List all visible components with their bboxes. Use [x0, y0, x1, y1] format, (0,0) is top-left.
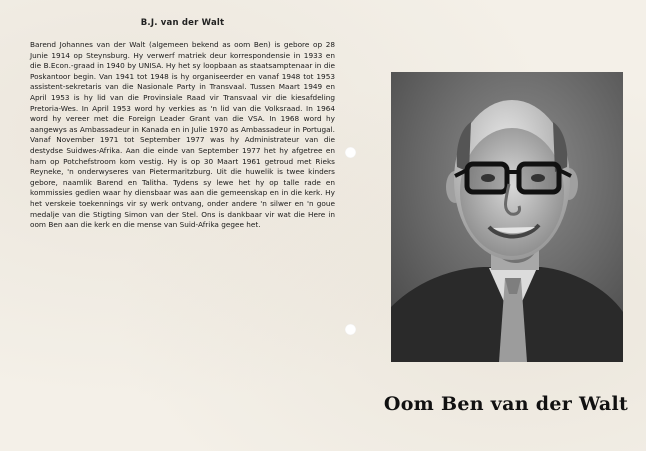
binder-hole-top: [345, 147, 356, 158]
portrait-photo: [391, 72, 623, 362]
biography-text: Barend Johannes van der Walt (algemeen bekend as oom Ben) is gebore op 28 Junie 1914 op Steynsburg. Hy verwerf matriek deur korrespondensie in 1933 en die B.Econ.-graad in 1940 by UNISA. Hy het sy loopbaan as staatsamptenaar in die Poskantoor begin. Van 1941 tot 1948 is hy organiseerder en vanaf 1948 tot 1953 assistent-sekretaris van die Nasionale Party in Transvaal. Tussen Maart 1949 en April 1953 is hy lid van die Provinsiale Raad vir Transvaal vir die kiesafdeling Pretoria-Wes. In April 1953 word hy verkies as 'n lid van die Volksraad. In 1964 word hy vereer met die Foreign Leader Grant van die VSA. In 1968 word hy aangewys as Ambassadeur in Kanada en in Julie 1970 as Ambassadeur in Portugal. Vanaf November 1971 tot September 1977 was hy Administrateur van die destydse Suidwes-Afrika. Aan die einde van September 1977 het hy afgetree en ham op Potchefstroom kom vestig. Hy is op 30 Maart 1961 getroud met Rieks Reyneke, 'n onderwyseres van Pietermaritzburg. Uit die huwelik is twee kinders gebore, naamlik Barend en Talitha. Tydens sy lewe het hy op talle rade en kommissies gedien waar hy diensbaar was aan die gemeenskap en in die kerk. Hy het verskeie toekennings vir sy werk ontvang, onder andere 'n silwer en 'n goue medalje van die Stigting Simon van der Stel. Ons is dankbaar vir wat die Here in oom Ben aan die kerk en die mense van Suid-Afrika gegee het.: [30, 40, 335, 230]
binder-hole-bottom: [345, 324, 356, 335]
biography-heading: B.J. van der Walt: [140, 18, 225, 28]
portrait-caption: Oom Ben van der Walt: [383, 393, 629, 415]
biography-column: [30, 18, 335, 231]
portrait-illustration: [391, 72, 623, 362]
